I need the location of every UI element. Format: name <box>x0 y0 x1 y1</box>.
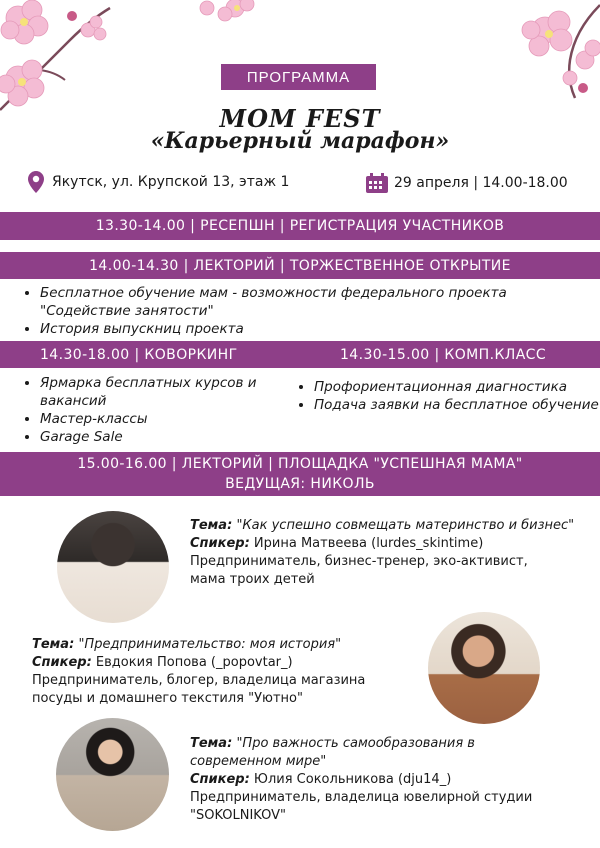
list-item: • Ярмарка бесплатных курсов и вакансий <box>40 374 280 410</box>
speaker-1-avatar <box>57 511 169 623</box>
list-item: • Подача заявки на бесплатное обучение <box>314 396 600 414</box>
reception-bar: 13.30-14.00 | РЕСЕПШН | РЕГИСТРАЦИЯ УЧАСТНИКОВ <box>0 212 600 240</box>
calendar-icon <box>366 173 388 193</box>
speaker-1-info: Тема: "Как успешно совмещать материнство и бизнес" Спикер: Ирина Матвеева (lurdes_skintime) Предприниматель, бизнес-тренер, эко-активист, мама троих детей <box>190 518 575 587</box>
event-subtitle: «Карьерный марафон» <box>150 128 450 154</box>
coworking-label: 14.30-18.00 | КОВОРКИНГ <box>40 346 238 363</box>
event-title: MOM FEST <box>219 104 381 133</box>
program-badge: ПРОГРАММА <box>221 64 376 90</box>
date-row <box>366 173 568 193</box>
list-item: • Мастер-классы <box>40 410 280 428</box>
list-item: • Профориентационная диагностика <box>314 378 600 396</box>
speaker-2-desc: Предприниматель, блогер, владелица магазина посуды и домашнего текстиля "Уютно" <box>32 673 366 706</box>
lecture-host: ВЕДУЩАЯ: НИКОЛЬ <box>225 476 375 492</box>
speaker-3-info: Тема: "Про важность самообразования в современном мире" Спикер: Юлия Сокольникова (dju14_) Предприниматель, владелица ювелирной студии "SOKOLNIKOV" <box>190 735 590 825</box>
speaker-1-desc: Предприниматель, бизнес-тренер, эко-активист, мама троих детей <box>190 554 528 587</box>
lecture-bar <box>0 452 600 496</box>
speaker-3-avatar <box>56 718 169 831</box>
opening-bar: 14.00-14.30 | ЛЕКТОРИЙ | ТОРЖЕСТВЕННОЕ ОТКРЫТИЕ <box>0 252 600 279</box>
lecture-title: 15.00-16.00 | ЛЕКТОРИЙ | ПЛОЩАДКА "УСПЕШНАЯ МАМА" <box>77 456 523 472</box>
speaker-2-info: Тема: "Предпринимательство: моя история" Спикер: Евдокия Попова (_popovtar_) Предприниматель, блогер, владелица магазина посуды и домашнего текстиля "Уютно" <box>32 636 412 708</box>
location-row <box>28 171 289 193</box>
cherry-blossom-decoration-right <box>515 0 600 100</box>
list-item: • История выпускниц проекта <box>40 320 560 338</box>
computer-class-list <box>296 378 600 414</box>
date-time-text: 29 апреля | 14.00-18.00 <box>394 175 568 191</box>
speaker-3-desc: Предприниматель, владелица ювелирной студии "SOKOLNIKOV" <box>190 790 533 823</box>
list-item: • Garage Sale <box>40 428 280 446</box>
speaker-2-avatar <box>428 612 540 724</box>
location-text: Якутск, ул. Крупской 13, этаж 1 <box>52 174 290 190</box>
computer-class-label: 14.30-15.00 | КОМП.КЛАСС <box>340 346 547 363</box>
cherry-blossom-decoration-top <box>195 0 265 25</box>
opening-list <box>22 284 560 338</box>
map-pin-icon <box>28 171 44 193</box>
cherry-blossom-decoration-left <box>0 0 120 115</box>
coworking-row-bar <box>0 341 600 368</box>
list-item: • Бесплатное обучение мам - возможности федерального проекта "Содействие занятости" <box>40 284 560 320</box>
coworking-list <box>22 374 280 446</box>
